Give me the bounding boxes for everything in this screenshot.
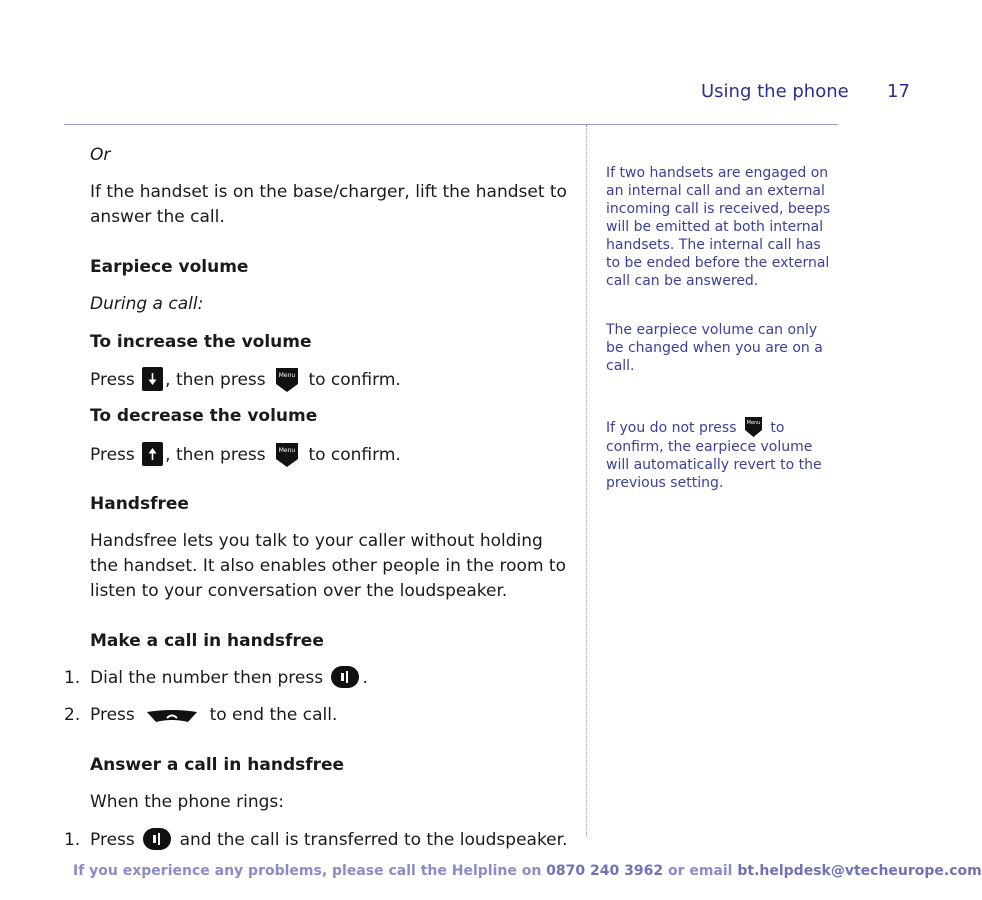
end-call-key-icon [146, 706, 198, 720]
when-phone-rings-label: When the phone rings: [90, 792, 284, 812]
helpline-footer [73, 863, 982, 879]
step-1-instruction [90, 666, 368, 691]
answer-step-1-end: and the call is transferred to the loudspeaker. [179, 830, 568, 850]
during-call-label: During a call: [90, 294, 204, 314]
step-2-number: 2. [64, 705, 81, 725]
header-rule [64, 124, 838, 125]
handsfree-paragraph: Handsfree lets you talk to your caller without holding the handset. It also enables other people in the room to listen to your conversation over the loudspeaker. [90, 531, 566, 601]
increase-confirm-text: to confirm. [308, 370, 401, 390]
step-2-instruction [90, 703, 337, 728]
sidebar-note-confirm [606, 416, 838, 492]
increase-then-text: , then press [165, 370, 266, 390]
menu-key-icon [275, 367, 299, 393]
footer-pre: If you experience any problems, please call the Helpline on [73, 863, 542, 879]
decrease-press-text: Press [90, 445, 135, 465]
running-header: Using the phone [701, 81, 849, 102]
sidebar-note-confirm-pre: If you do not press [606, 420, 737, 436]
sidebar-note-confirm-post: to confirm, the earpiece volume will automatically revert to the previous setting. [606, 420, 822, 491]
helpline-phone: 0870 240 3962 [546, 863, 664, 879]
earpiece-volume-heading: Earpiece volume [90, 257, 249, 277]
decrease-volume-heading: To decrease the volume [90, 406, 318, 426]
menu-key-icon [275, 442, 299, 468]
step-2-press-text: Press [90, 705, 135, 725]
svg-text:Menu: Menu [746, 420, 761, 426]
sidebar-note-earpiece-volume: The earpiece volume can only be changed when you are on a call. [606, 322, 823, 374]
svg-text:Menu: Menu [278, 447, 296, 454]
handsfree-key-icon [143, 828, 171, 850]
answer-step-1-number: 1. [64, 830, 81, 850]
step-2-end-text: to end the call. [209, 705, 338, 725]
or-label: Or [90, 145, 111, 165]
increase-volume-heading: To increase the volume [90, 332, 312, 352]
up-arrow-key-icon [142, 442, 163, 466]
step-1-end: . [362, 668, 368, 688]
svg-text:Menu: Menu [278, 372, 296, 379]
column-divider [586, 125, 587, 835]
sidebar-note-internal-call: If two handsets are engaged on an internal call and an external incoming call is received, beeps will be emitted at both internal handsets. The internal call has to be ended before the external call can be answered. [606, 165, 831, 289]
answer-step-1-instruction [90, 828, 567, 853]
helpdesk-email: bt.helpdesk@vtecheurope.com [737, 863, 982, 879]
answer-call-handsfree-heading: Answer a call in handsfree [90, 755, 345, 775]
handsfree-key-icon [331, 666, 359, 688]
increase-volume-instruction [90, 367, 401, 393]
page-number: 17 [887, 81, 910, 102]
increase-press-text: Press [90, 370, 135, 390]
footer-mid: or email [667, 863, 733, 879]
decrease-confirm-text: to confirm. [308, 445, 401, 465]
step-1-text: Dial the number then press [90, 668, 324, 688]
decrease-then-text: , then press [165, 445, 266, 465]
decrease-volume-instruction [90, 442, 401, 468]
base-charger-paragraph: If the handset is on the base/charger, lift the handset to answer the call. [90, 182, 567, 227]
menu-key-icon [744, 416, 763, 438]
make-call-handsfree-heading: Make a call in handsfree [90, 631, 324, 651]
down-arrow-key-icon [142, 367, 163, 391]
handsfree-heading: Handsfree [90, 494, 189, 514]
step-1-number: 1. [64, 668, 81, 688]
answer-step-1-press: Press [90, 830, 135, 850]
